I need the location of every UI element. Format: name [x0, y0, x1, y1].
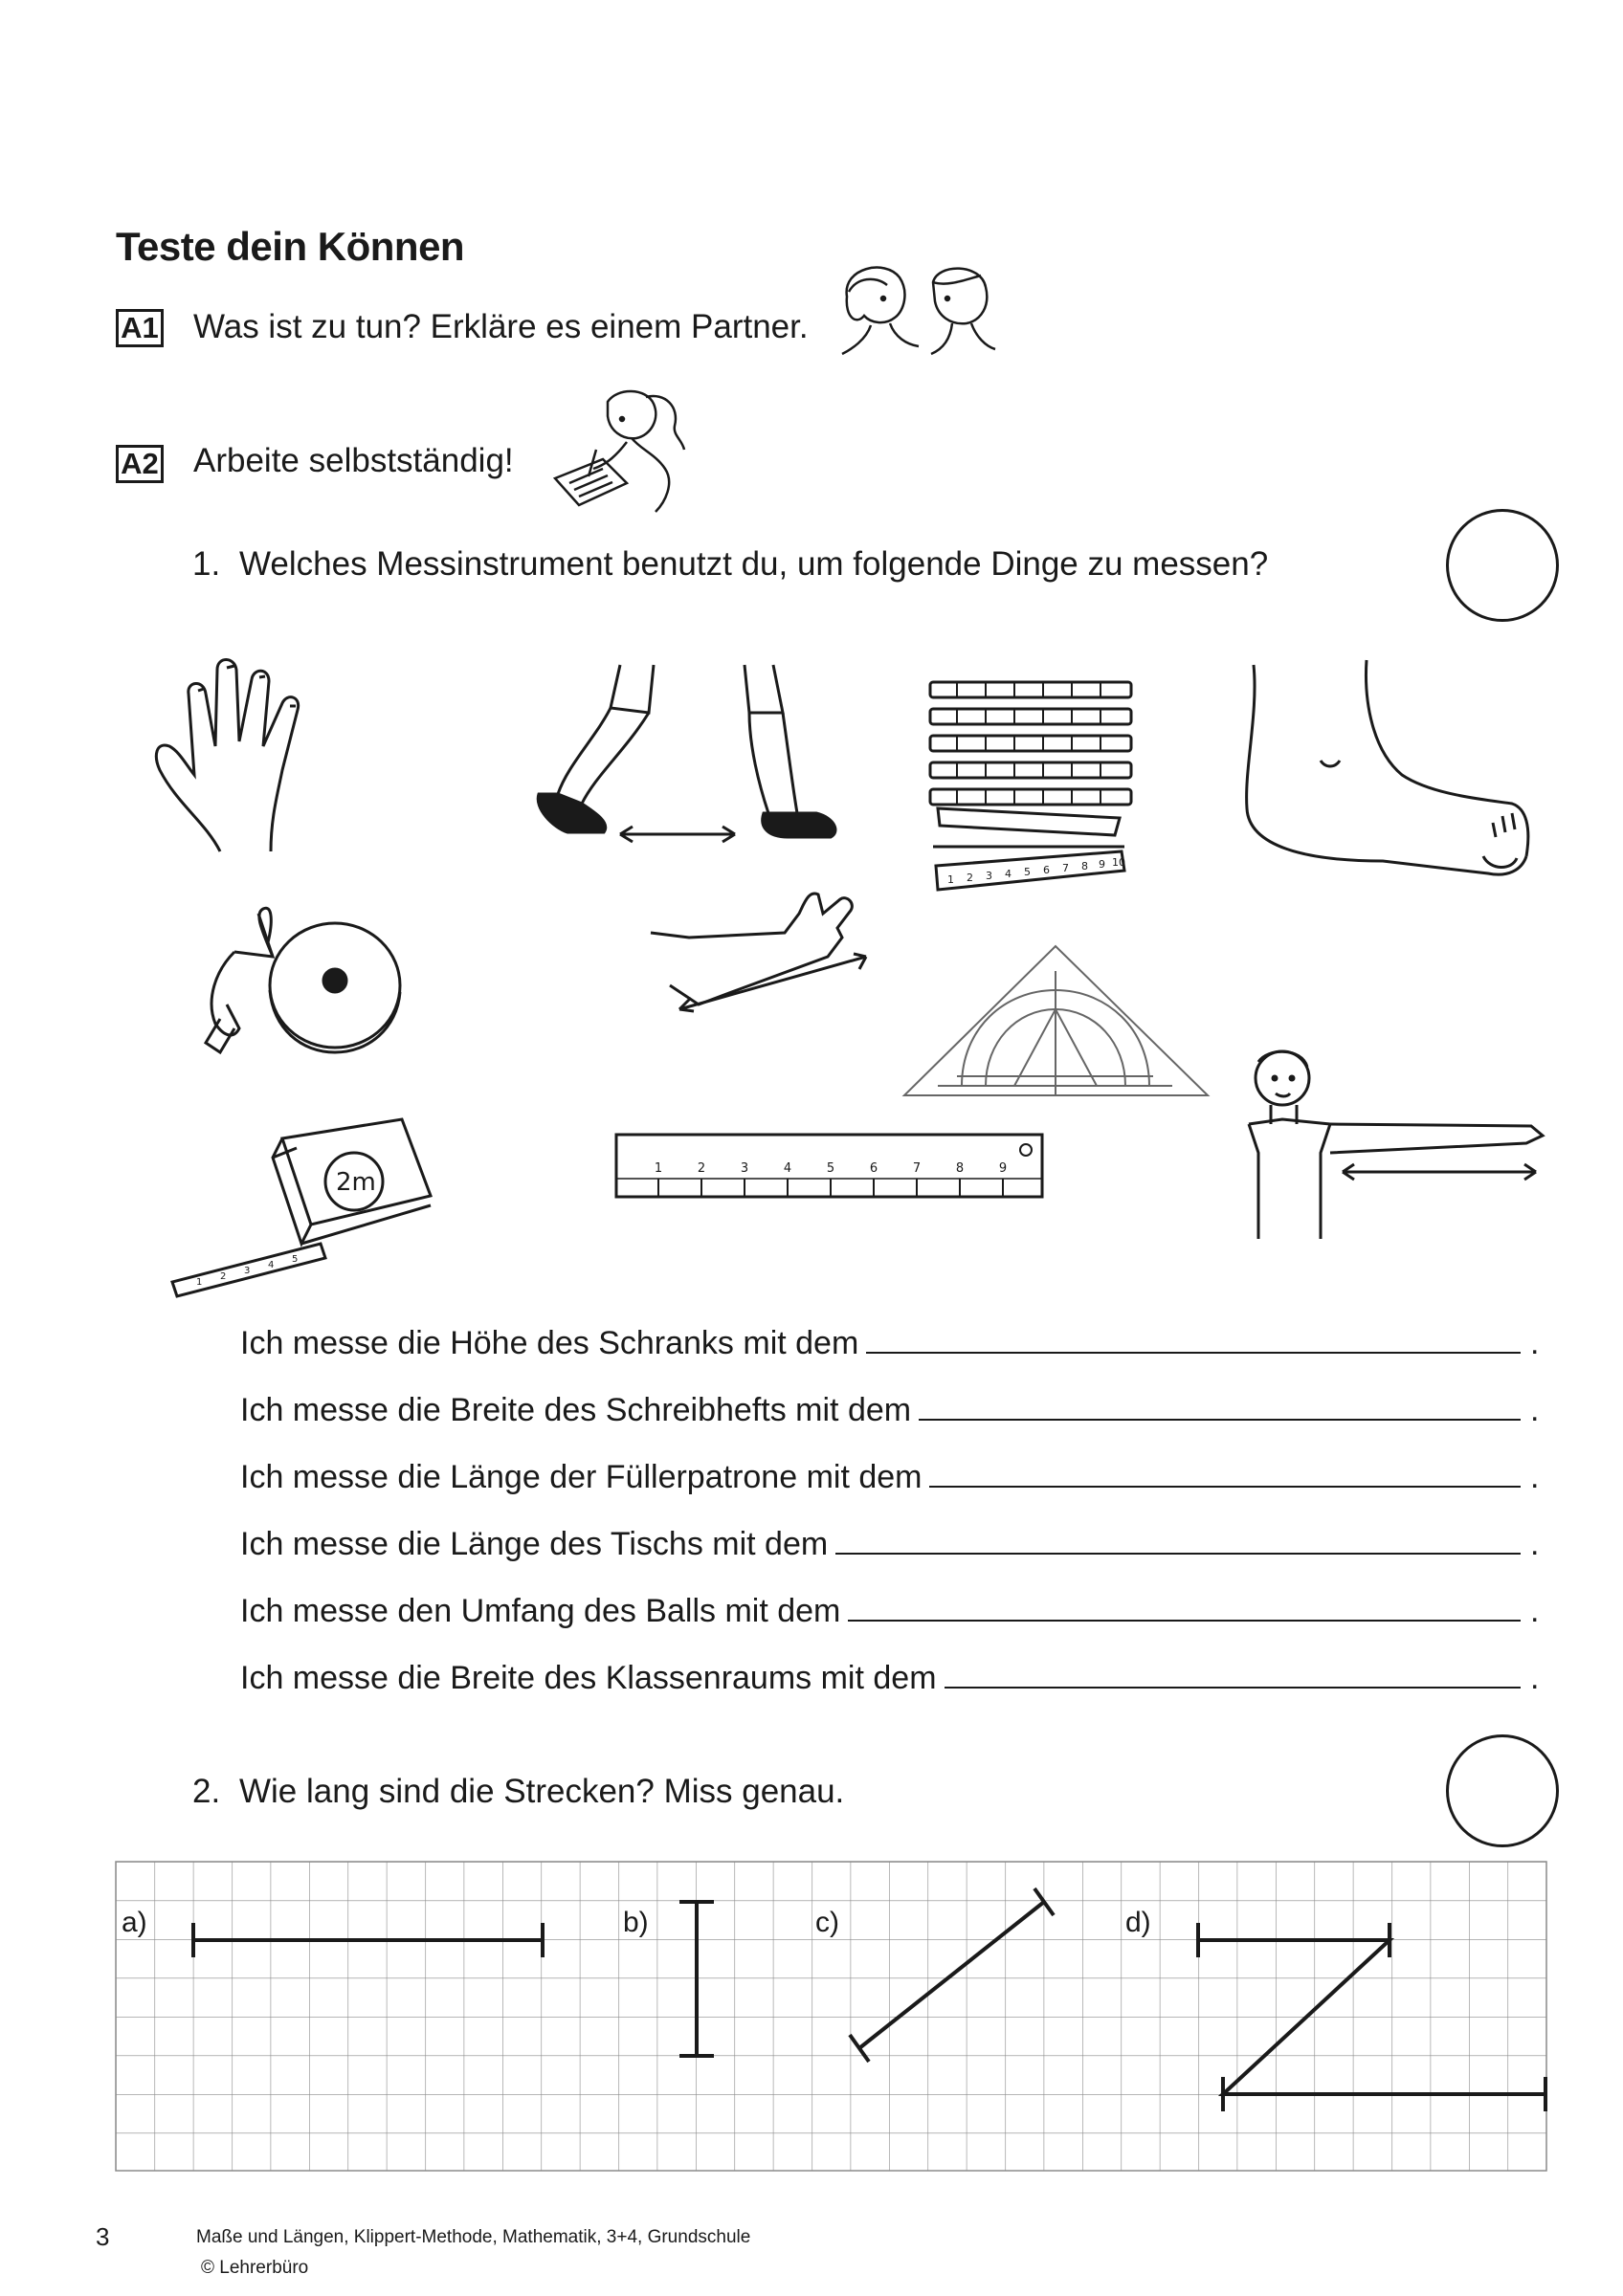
answer-line[interactable] — [929, 1461, 1521, 1488]
sentence-row-2 — [240, 1392, 1542, 1438]
sentence-end: . — [1530, 1459, 1540, 1495]
tape-number: 4 — [268, 1260, 275, 1270]
ruler-number: 3 — [740, 1161, 749, 1176]
folding-rule-number: 4 — [1005, 868, 1012, 880]
folding-rule-number: 1 — [947, 873, 954, 886]
sentence-row-5 — [240, 1593, 1542, 1639]
ruler-number: 9 — [998, 1161, 1008, 1176]
segment-label-b: b) — [623, 1907, 649, 1938]
answer-line[interactable] — [945, 1662, 1521, 1689]
page-title: Teste dein Können — [116, 224, 465, 269]
partner-talk-illustration — [828, 258, 1000, 364]
arm-span-illustration — [1244, 1048, 1550, 1253]
ruler-number: 5 — [826, 1161, 835, 1176]
tape-number: 3 — [244, 1266, 251, 1276]
task-text-a2: Arbeite selbstständig! — [193, 442, 514, 479]
answer-line[interactable] — [919, 1394, 1521, 1421]
tape-measure-label: 2m — [336, 1168, 376, 1197]
sentence-row-6 — [240, 1660, 1542, 1706]
folding-rule-illustration — [919, 674, 1139, 904]
question-2-text: Wie lang sind die Strecken? Miss genau. — [239, 1773, 845, 1810]
hand-illustration — [148, 651, 316, 856]
set-square-illustration — [900, 942, 1215, 1100]
task-label-a2: A2 — [116, 445, 164, 483]
segment-label-d: d) — [1125, 1907, 1151, 1938]
ruler-number: 4 — [783, 1161, 792, 1176]
answer-line[interactable] — [848, 1595, 1521, 1622]
tape-number: 5 — [292, 1254, 299, 1265]
answer-line[interactable] — [835, 1528, 1521, 1555]
ruler-number: 8 — [955, 1161, 965, 1176]
folding-rule-number: 2 — [967, 872, 973, 884]
foot-illustration — [1239, 655, 1555, 904]
page-number: 3 — [96, 2222, 110, 2251]
sentence-end: . — [1530, 1526, 1540, 1562]
tape-number: 2 — [220, 1271, 227, 1282]
ruler-illustration — [612, 1131, 1048, 1200]
sentence-end: . — [1530, 1325, 1540, 1361]
ruler-number: 6 — [869, 1161, 878, 1176]
sentence-text: Ich messe die Höhe des Schranks mit dem — [240, 1325, 859, 1361]
segment-label-c: c) — [815, 1907, 839, 1938]
sentence-text: Ich messe die Länge der Füllerpatrone mit dem — [240, 1459, 923, 1495]
folding-rule-number: 7 — [1062, 862, 1069, 874]
ruler-number: 7 — [912, 1161, 922, 1176]
tape-number: 1 — [196, 1277, 203, 1288]
folding-rule-number: 8 — [1081, 860, 1088, 872]
sentence-text: Ich messe die Breite des Klassenraums mit dem — [240, 1660, 937, 1696]
folding-rule-number: 3 — [986, 870, 992, 882]
folding-rule-number: 6 — [1043, 864, 1050, 876]
folding-rule-number: 9 — [1099, 858, 1105, 871]
ruler-number: 1 — [654, 1161, 663, 1176]
measurement-grid — [116, 1862, 1547, 2172]
sentence-text: Ich messe die Länge des Tischs mit dem — [240, 1526, 829, 1562]
folding-rule-number: 5 — [1024, 866, 1031, 878]
sentence-row-1 — [240, 1325, 1542, 1371]
measuring-tape-roll-illustration — [196, 904, 411, 1067]
ruler-number: 2 — [697, 1161, 706, 1176]
footer-source: Maße und Längen, Klippert-Methode, Mathematik, 3+4, Grundschule — [196, 2227, 751, 2247]
writing-girl-illustration — [550, 383, 708, 517]
tape-measure-2m-illustration — [167, 1110, 455, 1306]
step-illustration — [529, 660, 845, 856]
question-1-number: 1. — [192, 545, 221, 583]
sentence-end: . — [1530, 1593, 1540, 1629]
footer-copyright: © Lehrerbüro — [201, 2258, 309, 2278]
score-circle-2[interactable] — [1446, 1734, 1559, 1847]
sentence-row-3 — [240, 1459, 1542, 1505]
sentence-text: Ich messe den Umfang des Balls mit dem — [240, 1593, 841, 1629]
answer-line[interactable] — [866, 1327, 1521, 1354]
sentence-end: . — [1530, 1392, 1540, 1428]
sentence-end: . — [1530, 1660, 1540, 1696]
segment-label-a: a) — [122, 1907, 147, 1938]
task-label-a1: A1 — [116, 309, 164, 347]
sentence-text: Ich messe die Breite des Schreibhefts mit dem — [240, 1392, 912, 1428]
sentence-row-4 — [240, 1526, 1542, 1572]
question-1-text: Welches Messinstrument benutzt du, um folgende Dinge zu messen? — [239, 545, 1269, 583]
folding-rule-number: 10 — [1112, 856, 1125, 869]
arm-illustration — [641, 885, 880, 1081]
score-circle-1[interactable] — [1446, 509, 1559, 622]
question-2-number: 2. — [192, 1773, 221, 1810]
task-text-a1: Was ist zu tun? Erkläre es einem Partner. — [193, 308, 809, 345]
